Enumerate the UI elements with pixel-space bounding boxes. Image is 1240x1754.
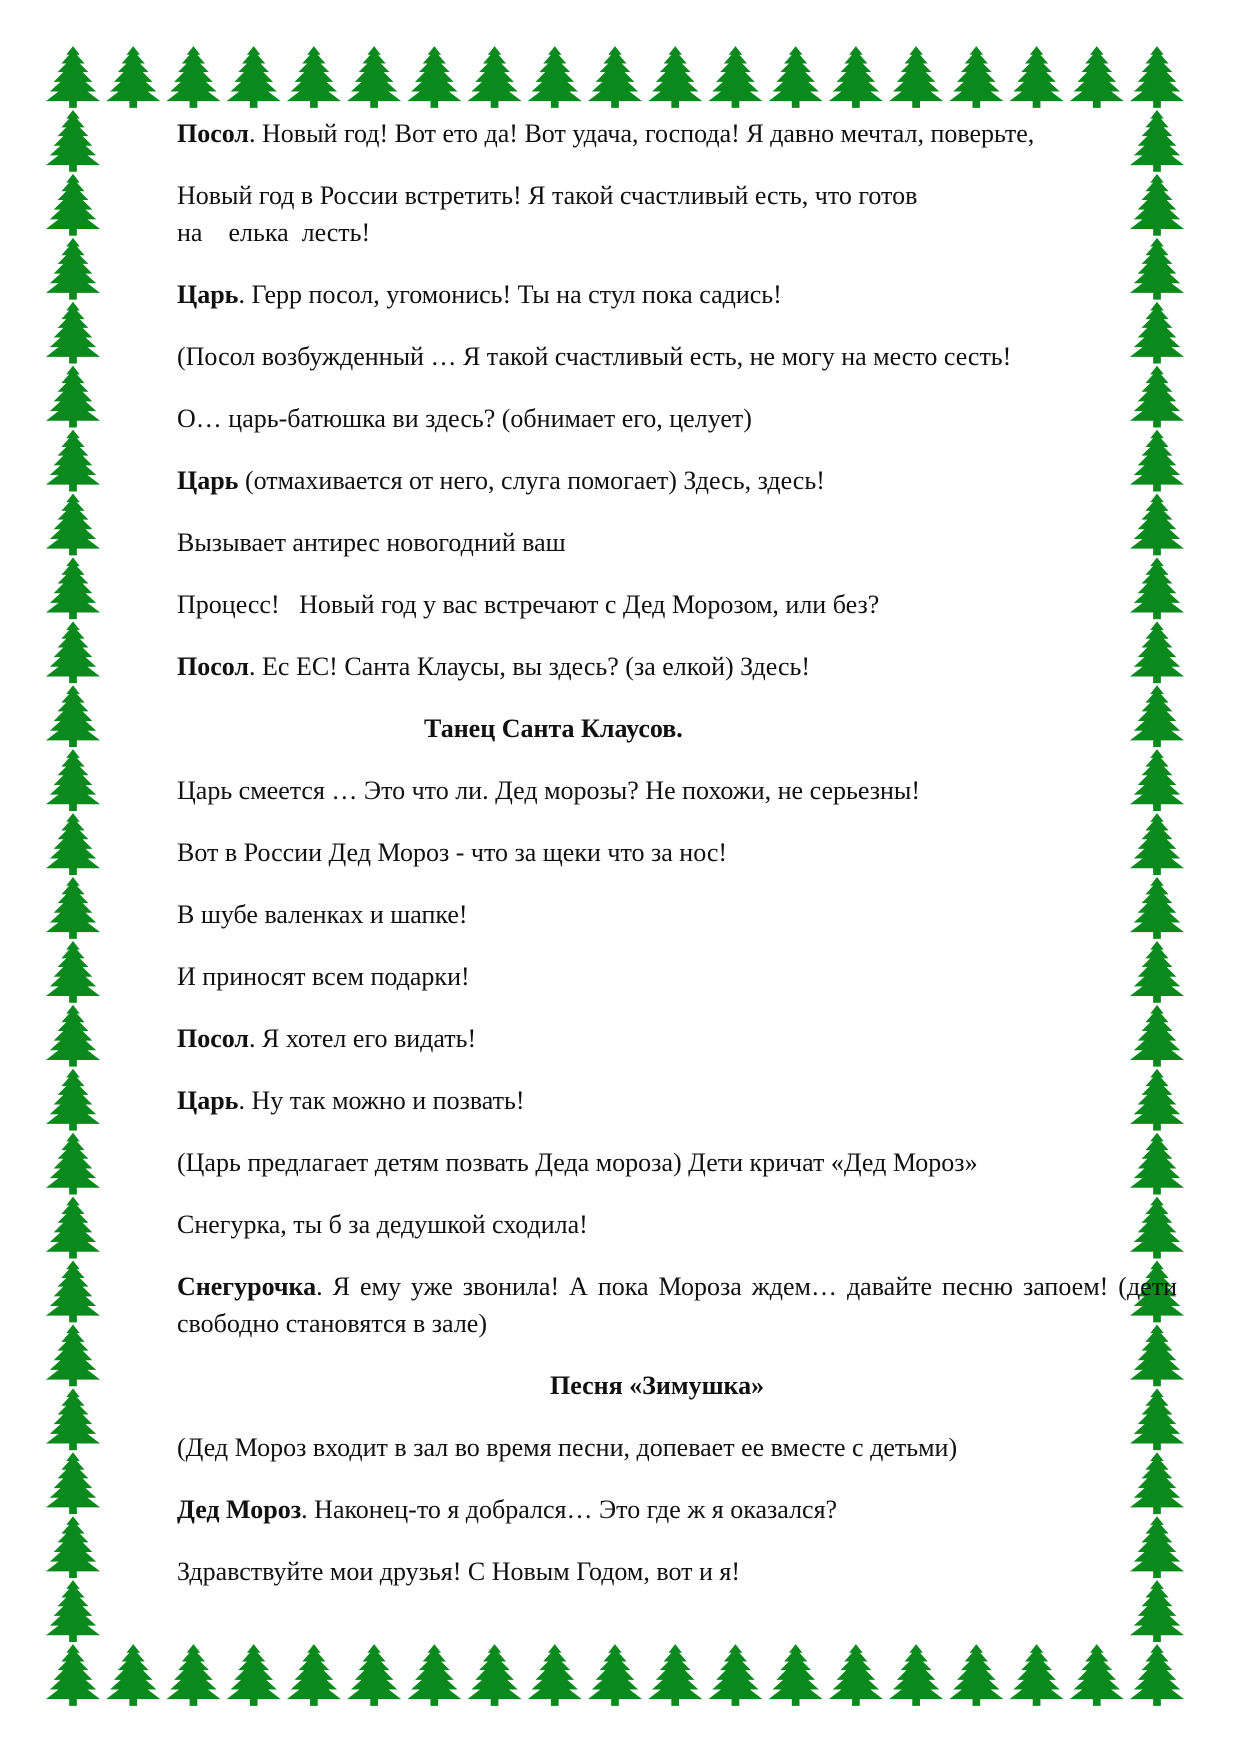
fir-tree-icon — [46, 685, 100, 747]
fir-tree-icon — [46, 1388, 100, 1450]
replica: . Ес ЕС! Санта Клаусы, вы здесь? (за елкой) Здесь! — [249, 652, 810, 681]
fir-tree-icon — [46, 1452, 100, 1514]
fir-tree-icon — [889, 1644, 943, 1706]
speaker: Дед Мороз — [177, 1495, 302, 1524]
speaker: Посол — [177, 1024, 250, 1053]
fir-tree-icon — [46, 1197, 100, 1259]
replica: Снегурка, ты б за дедушкой сходила! — [177, 1210, 588, 1239]
line-text — [177, 214, 1177, 251]
replica: . Новый год! Вот ето да! Вот удача, господа! Я давно мечтал, поверьте, — [249, 119, 1035, 148]
fir-tree-icon — [46, 1005, 100, 1067]
line-text — [177, 834, 1177, 871]
replica: Вот в России Дед Мороз - что за щеки что за нос! — [177, 838, 728, 867]
replica: . Герр посол, угомонись! Ты на стул пока садись! — [238, 280, 782, 309]
fir-tree-icon — [467, 46, 521, 108]
line-tsar-3 — [177, 1082, 1177, 1119]
line-text — [177, 958, 1177, 995]
line-text — [177, 400, 1177, 437]
fir-tree-icon — [949, 46, 1003, 108]
fir-tree-icon — [1009, 1644, 1063, 1706]
speaker: Царь — [177, 466, 239, 495]
fir-tree-icon — [588, 46, 642, 108]
fir-tree-icon — [287, 1644, 341, 1706]
fir-tree-icon — [829, 1644, 883, 1706]
line-text — [177, 772, 1177, 809]
line-text — [177, 1429, 1177, 1466]
fir-tree-icon — [46, 238, 100, 300]
fir-tree-icon — [46, 1133, 100, 1195]
line-posol-3 — [177, 1020, 1177, 1057]
replica: Царь смеется … Это что ли. Дед морозы? Не похожи, не серьезны! — [177, 776, 921, 805]
replica: (Посол возбужденный … Я такой счастливый есть, не могу на место сесть! — [177, 342, 1012, 371]
replica: В шубе валенках и шапке! — [177, 900, 468, 929]
replica: Вызывает антирес новогодний ваш — [177, 528, 566, 557]
line-text — [177, 1144, 1177, 1181]
fir-tree-icon — [46, 494, 100, 556]
fir-tree-icon — [347, 1644, 401, 1706]
replica: . Я хотел его видать! — [249, 1024, 477, 1053]
line-ded-moroz — [177, 1491, 1177, 1528]
replica: Здравствуйте мои друзья! С Новым Годом, вот и я! — [177, 1557, 741, 1586]
fir-tree-icon — [528, 1644, 582, 1706]
line-posol-1 — [177, 115, 1177, 152]
fir-tree-icon — [106, 46, 160, 108]
replica: Процесс! Новый год у вас встречают с Дед Морозом, или без? — [177, 590, 880, 619]
fir-tree-icon — [46, 302, 100, 364]
replica: (отмахивается от него, слуга помогает) Здесь, здесь! — [238, 466, 825, 495]
fir-tree-icon — [46, 1069, 100, 1131]
replica: О… царь-батюшка ви здесь? (обнимает его, целует) — [177, 404, 752, 433]
fir-tree-icon — [407, 1644, 461, 1706]
fir-tree-icon — [347, 46, 401, 108]
fir-tree-icon — [46, 1644, 100, 1706]
fir-tree-icon — [467, 1644, 521, 1706]
fir-tree-icon — [528, 46, 582, 108]
line-text — [177, 177, 1177, 214]
replica: . Наконец-то я добрался… Это где ж я оказался? — [301, 1495, 838, 1524]
replica: . Ну так можно и позвать! — [238, 1086, 525, 1115]
line-text — [177, 524, 1177, 561]
fir-tree-icon — [889, 46, 943, 108]
fir-tree-icon — [46, 1324, 100, 1386]
speaker: Посол — [177, 652, 250, 681]
fir-tree-icon — [46, 621, 100, 683]
line-tsar-2 — [177, 462, 1177, 499]
fir-tree-icon — [648, 1644, 702, 1706]
fir-tree-icon — [46, 1516, 100, 1578]
line-text — [177, 1206, 1177, 1243]
speaker: Царь — [177, 280, 239, 309]
speaker: Царь — [177, 1086, 239, 1115]
fir-tree-icon — [1070, 1644, 1124, 1706]
line-text — [177, 896, 1177, 933]
fir-tree-icon — [46, 174, 100, 236]
fir-tree-icon — [708, 46, 762, 108]
speaker: Снегурочка — [177, 1272, 317, 1301]
fir-tree-icon — [407, 46, 461, 108]
line-text — [177, 1553, 1177, 1590]
fir-tree-icon — [46, 877, 100, 939]
fir-tree-icon — [46, 749, 100, 811]
script-text — [177, 115, 1177, 1615]
fir-tree-icon — [46, 1580, 100, 1642]
heading-santa-dance: Танец Санта Клаусов. — [424, 714, 683, 743]
fir-tree-icon — [1130, 1644, 1184, 1706]
fir-tree-icon — [1130, 46, 1184, 108]
line-text — [177, 586, 1177, 623]
fir-tree-icon — [227, 46, 281, 108]
fir-tree-icon — [829, 46, 883, 108]
fir-tree-icon — [708, 1644, 762, 1706]
fir-tree-icon — [46, 941, 100, 1003]
fir-tree-icon — [46, 110, 100, 172]
replica: (Дед Мороз входит в зал во время песни, допевает ее вместе с детьми) — [177, 1433, 958, 1462]
heading-song-zimushka: Песня «Зимушка» — [550, 1371, 765, 1400]
line-text — [177, 338, 1177, 375]
fir-tree-icon — [46, 430, 100, 492]
fir-tree-icon — [166, 1644, 220, 1706]
replica: на елька лесть! — [177, 218, 371, 247]
fir-tree-icon — [1009, 46, 1063, 108]
replica: И приносят всем подарки! — [177, 962, 470, 991]
fir-tree-icon — [769, 46, 823, 108]
fir-tree-icon — [287, 46, 341, 108]
fir-tree-icon — [46, 46, 100, 108]
fir-tree-icon — [648, 46, 702, 108]
replica: . Я ему уже звонила! А пока Мороза ждем… давайте песню запоем! (дети свободно становятся в зале) — [177, 1272, 1177, 1338]
fir-tree-icon — [46, 1261, 100, 1323]
fir-tree-icon — [46, 813, 100, 875]
fir-tree-icon — [1070, 46, 1124, 108]
fir-tree-icon — [46, 366, 100, 428]
fir-tree-icon — [769, 1644, 823, 1706]
fir-tree-icon — [46, 557, 100, 619]
fir-tree-icon — [588, 1644, 642, 1706]
fir-tree-icon — [166, 46, 220, 108]
fir-tree-icon — [106, 1644, 160, 1706]
fir-tree-icon — [227, 1644, 281, 1706]
line-posol-2 — [177, 648, 1177, 685]
line-tsar-1 — [177, 276, 1177, 313]
replica: Новый год в России встретить! Я такой счастливый есть, что готов — [177, 181, 918, 210]
fir-tree-icon — [949, 1644, 1003, 1706]
speaker: Посол — [177, 119, 250, 148]
line-snegurochka — [177, 1268, 1177, 1342]
replica: (Царь предлагает детям позвать Деда мороза) Дети кричат «Дед Мороз» — [177, 1148, 978, 1177]
